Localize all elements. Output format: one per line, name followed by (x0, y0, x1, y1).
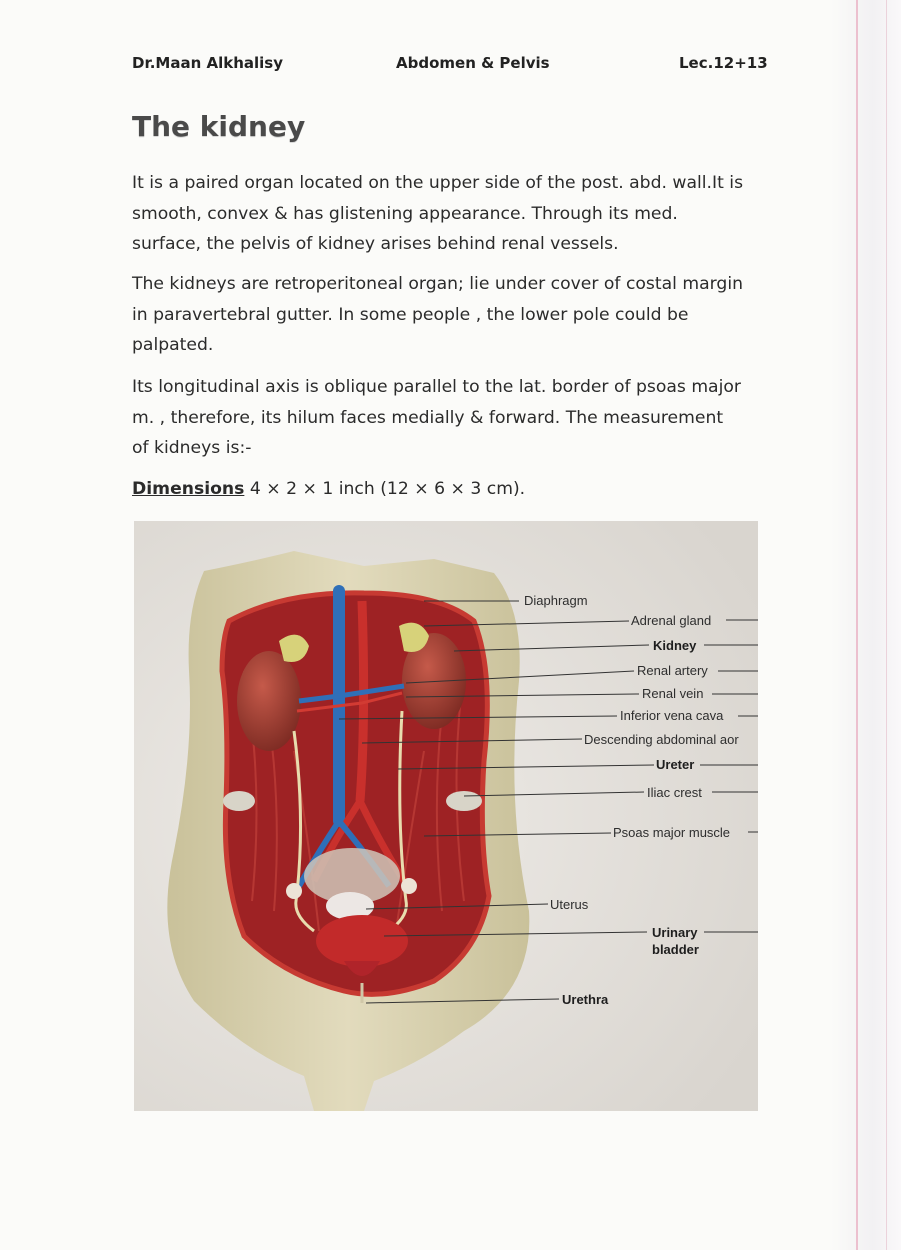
dimensions-label: Dimensions (132, 479, 245, 499)
dimensions-line (132, 479, 525, 499)
dimensions-value: 4 × 2 × 1 inch (12 × 6 × 3 cm). (244, 479, 526, 499)
label-urethra: Urethra (562, 992, 609, 1007)
label-adrenal-gland: Adrenal gland (631, 613, 712, 628)
label-renal-artery: Renal artery (637, 663, 708, 678)
scan-line (856, 0, 858, 1250)
page-title: The kidney (132, 110, 306, 143)
label-urinary-bladder-2: bladder (652, 942, 699, 957)
kidney-left (237, 651, 301, 751)
label-renal-vein: Renal vein (642, 686, 704, 701)
label-ureter: Ureter (656, 757, 695, 772)
urinary-bladder (316, 915, 408, 967)
ovary-left (286, 883, 302, 899)
iliac-crest-left (223, 791, 255, 811)
paragraph-retroperitoneal: The kidneys are retroperitoneal organ; lie under cover of costal margin in paravertebral gutter. In some people , the lower pole could be palpated. (132, 274, 743, 355)
label-iliac-crest: Iliac crest (647, 785, 702, 800)
descending-aorta (360, 601, 364, 801)
label-uterus: Uterus (550, 897, 589, 912)
kidney-anatomy-figure (134, 521, 758, 1111)
label-kidney: Kidney (653, 638, 697, 653)
paragraph-location: It is a paired organ located on the upper side of the post. abd. wall.It is smooth, convex & has glistening appearance. Through its med. surface, the pelvis of kidney arises behind renal vessels. (132, 173, 744, 254)
paragraph-axis: Its longitudinal axis is oblique parallel to the lat. border of psoas major m. , therefore, its hilum faces medially & forward. The measurement of kidneys is:- (132, 377, 741, 458)
scan-edge-shadow (831, 0, 901, 1250)
scan-line (886, 0, 887, 1250)
label-inferior-vena-cava: Inferior vena cava (620, 708, 724, 723)
label-diaphragm: Diaphragm (524, 593, 588, 608)
header-lecture: Lec.12+13 (679, 54, 768, 72)
header-author: Dr.Maan Alkhalisy (132, 54, 283, 72)
label-psoas-major: Psoas major muscle (613, 825, 731, 840)
header-subject: Abdomen & Pelvis (396, 54, 550, 72)
label-urinary-bladder-1: Urinary (652, 925, 698, 940)
label-descending-aorta: Descending abdominal aor (584, 732, 739, 747)
iliac-crest-right (446, 791, 482, 811)
ovary-right (401, 878, 417, 894)
